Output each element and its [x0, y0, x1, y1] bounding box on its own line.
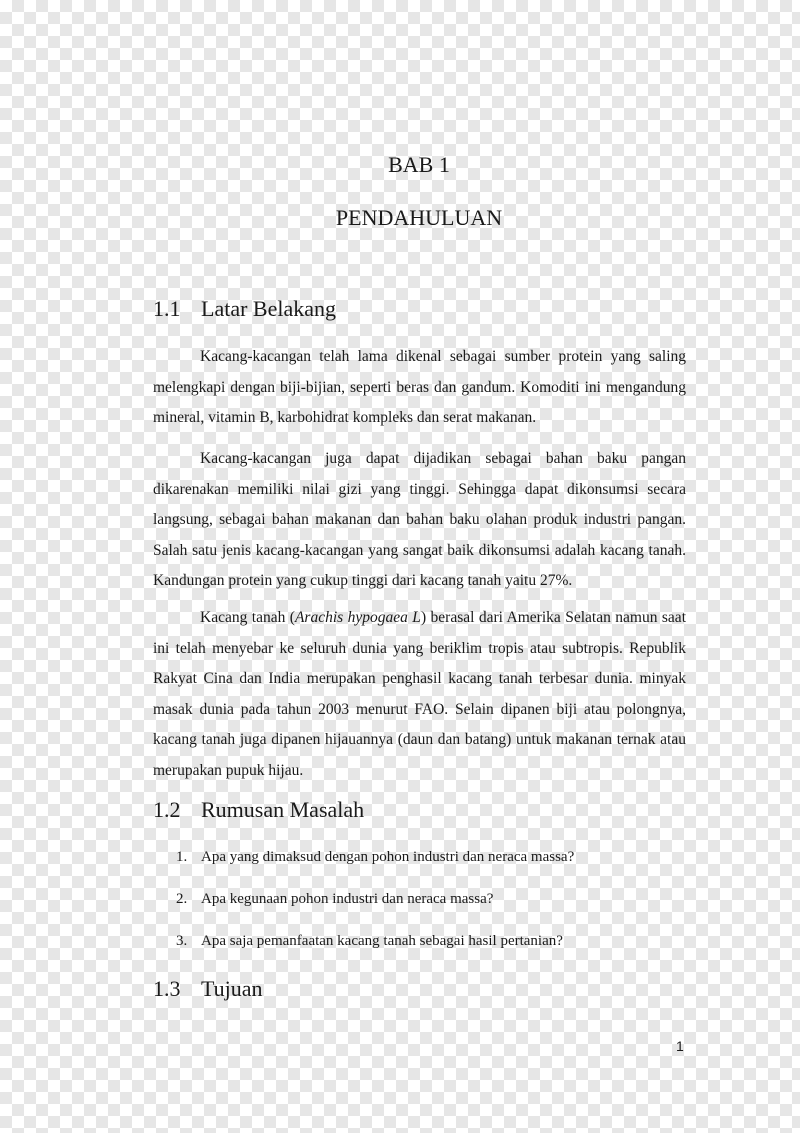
chapter-number: BAB 1: [388, 152, 450, 177]
section-title: Rumusan Masalah: [201, 797, 365, 822]
section-heading-latar-belakang: [153, 296, 336, 322]
list-item: [176, 933, 563, 950]
section-heading-tujuan: [153, 976, 263, 1002]
paragraph-3-start: Kacang tanah (: [200, 609, 295, 626]
section-number: 1.2: [153, 797, 181, 822]
section-title: Tujuan: [201, 976, 263, 1001]
section-title: Latar Belakang: [201, 296, 336, 321]
paragraph-3: [153, 603, 686, 787]
list-number: 1.: [176, 849, 188, 865]
list-text: Apa yang dimaksud dengan pohon industri dan neraca massa?: [201, 849, 575, 865]
paragraph-1: Kacang-kacangan telah lama dikenal sebagai sumber protein yang saling melengkapi dengan biji-bijian, seperti beras dan gandum. Komoditi ini mengandung mineral, vitamin B, karbohidrat kompleks dan serat makanan.: [153, 348, 686, 427]
list-item: [176, 849, 574, 866]
chapter-title: PENDAHULUAN: [335, 205, 503, 230]
paragraph-3-rest: ) berasal dari Amerika Selatan namun saat ini telah menyebar ke seluruh dunia yang beriklim tropis atau subtropis. Republik Rakyat Cina dan India merupakan penghasil kacang tanah terbesar dunia. minyak masak dunia pada tahun 2003 menurut FAO. Selain dipanen biji atau polongnya, kacang tanah juga dipanen hijauannya (daun dan batang) untuk makanan ternak atau merupakan pupuk hijau.: [153, 609, 686, 779]
list-item: [176, 891, 493, 908]
species-name: Arachis hypogaea L: [294, 609, 421, 626]
page-number: 1: [676, 1038, 684, 1054]
paragraph-2: Kacang-kacangan juga dapat dijadikan sebagai bahan baku pangan dikarenakan memiliki nilai gizi yang tinggi. Sehingga dapat dikonsumsi secara langsung, sebagai bahan makanan dan bahan baku olahan produk industri pangan. Salah satu jenis kacang-kacangan yang sangat baik dikonsumsi adalah kacang tanah. Kandungan protein yang cukup tinggi dari kacang tanah yaitu 27%.: [153, 450, 686, 590]
list-text: Apa saja pemanfaatan kacang tanah sebagai hasil pertanian?: [201, 933, 563, 949]
list-number: 2.: [176, 891, 188, 907]
section-heading-rumusan-masalah: [153, 797, 364, 823]
section-number: 1.3: [153, 976, 181, 1001]
section-number: 1.1: [153, 296, 181, 321]
list-text: Apa kegunaan pohon industri dan neraca massa?: [201, 891, 494, 907]
list-number: 3.: [176, 933, 188, 949]
